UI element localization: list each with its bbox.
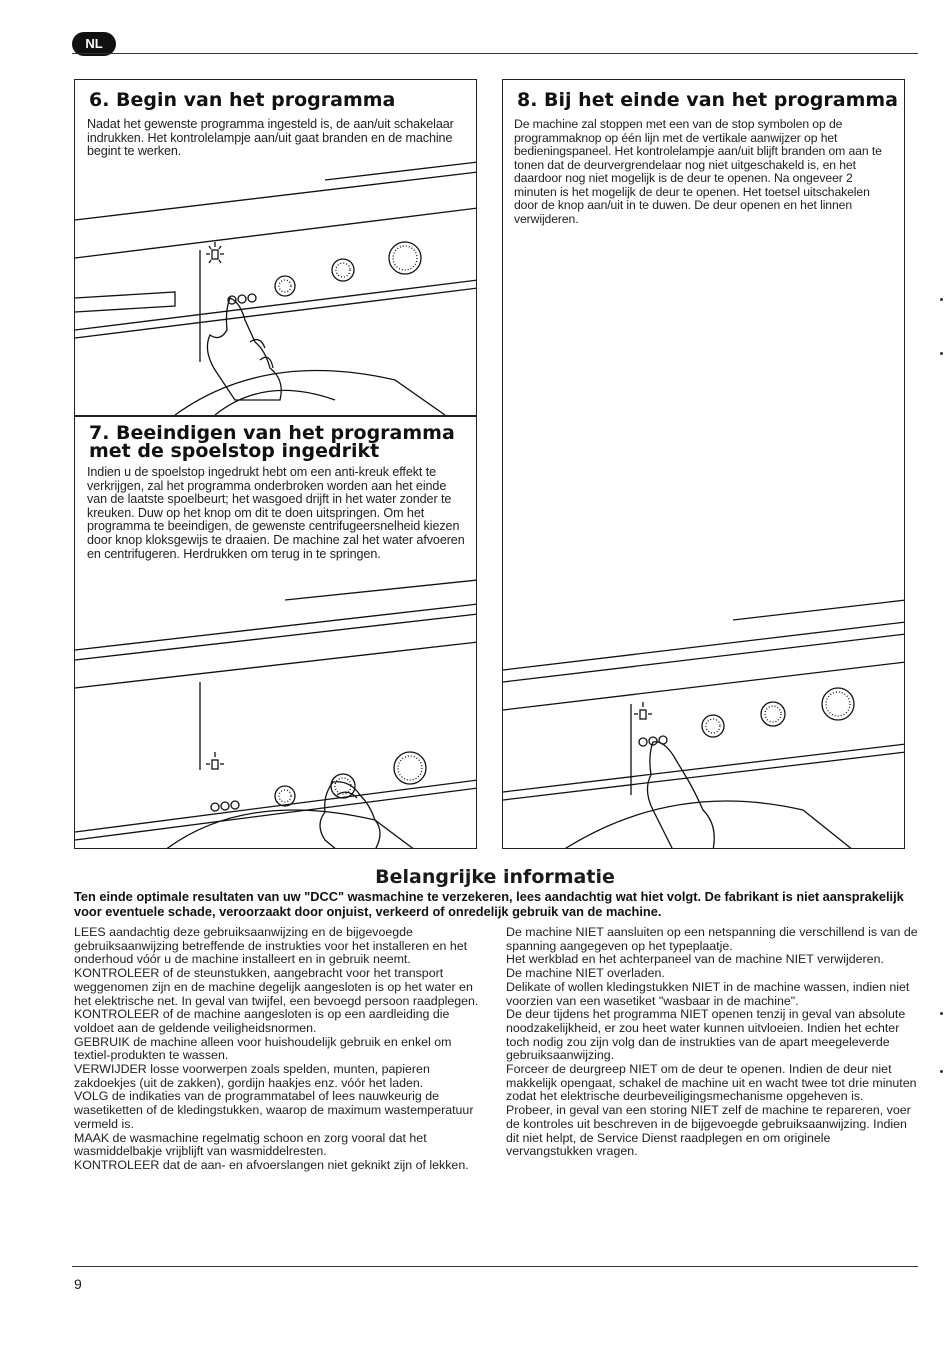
left-panel (74, 79, 477, 849)
important-right-item: Forceer de deurgreep NIET om de deur te openen. Indien de deur niet makkelijk opengaat, schakel de machine uit en wacht twee tot drie minuten zodat het elektrische deurbeveiligingsmechanisme opgeheven is. (506, 1062, 917, 1104)
language-badge: NL (72, 32, 116, 56)
important-intro: Ten einde optimale resultaten van uw "DCC" wasmachine te verzekeren, lees aandachtig wat hiet volgt. De fabrikant is niet aansprakelijk voor eventuele schade, veroorzaakt door onjuist, verkeerd of onredelijk gebruik van de machine. (74, 889, 904, 919)
section8-title: 8. Bij het einde van het programma (517, 89, 899, 111)
important-right-item: Het werkblad en het achterpaneel van de machine NIET verwijderen. (506, 952, 884, 967)
important-left-item: VERWIJDER losse voorwerpen zoals spelden, munten, papieren zakdoekjes (uit de zakken), gordijn haakjes enz. vóór het laden. (74, 1062, 430, 1090)
section7-title-line2: met de spoelstop ingedrikt (89, 440, 380, 462)
machine-illustration-end (503, 330, 905, 849)
section-divider (75, 415, 477, 417)
important-right-item: Probeer, in geval van een storing NIET zelf de machine te repareren, voer de kontroles uit beschreven in de bijgevoegde gebruiksaanwijzing. Indien dit niet helpt, de Service Dienst raadplegen en om originele vervangstukken vragen. (506, 1103, 911, 1159)
important-right-item: De deur tijdens het programma NIET openen tenzij in geval van absolute noodzakelijkheid, er zou heet water kunnen uitvloeien. Indien het echter toch nodig zou zijn volg dan de instrukties van de apart meegeleverde gebruiksaanwijzing. (506, 1007, 906, 1063)
important-left-item: MAAK de wasmachine regelmatig schoon en zorg vooral dat het wasmiddelbakje vrijblijft van wasmiddelresten. (74, 1130, 427, 1159)
important-left-item: VOLG de indikaties van de programmatabel of lees nauwkeurig de wasetiketten of de kledingstukken, waarop de maximum wastemperatuur vermeld is. (74, 1089, 474, 1131)
important-left-column (74, 926, 484, 1173)
important-right-item: De machine NIET overladen. (506, 966, 665, 981)
machine-illustration-start (75, 80, 477, 415)
right-panel (502, 79, 905, 849)
important-left-item: LEES aandachtig deze gebruiksaanwijzing en de bijgevoegde gebruiksaanwijzing betreffende de instrukties voor het installeren en het onderhoud vóór u de machine installeert en in gebruik neemt. (74, 925, 468, 967)
section6-title: 6. Begin van het programma (89, 89, 396, 111)
important-title: Belangrijke informatie (375, 866, 615, 888)
section7-body: Indien u de spoelstop ingedrukt hebt om een anti-kreuk effekt te verkrijgen, zal het programma onderbroken worden aan het einde van de laatste spoelbeurt; het wasgoed drijft in het water zonder te kreuken. Duw op het knop om dit te doen uitspringen. Om het programma te beeindigen, de gewenste centrifugeersnelheid kiezen door knop kloksgewijs te draaien. De machine zal het water afvoeren en centrifugeren. Herdrukken om terug in te springen. (87, 465, 465, 561)
important-right-item: Delikate of wollen kledingstukken NIET in de machine wassen, indien niet voorzien van een wasetiket "wasbaar in de machine". (506, 979, 910, 1008)
important-left-item: KONTROLEER of de machine aangesloten is op een aardleiding die voldoet aan de geldende veiligheidsnormen. (74, 1007, 450, 1035)
section8-body: De machine zal stoppen met een van de stop symbolen op de programmaknop op één lijn met de vertikale aanwijzer op het bedieningspaneel. Het kontrolelampje aan/uit blijft branden om aan te tonen dat de deurvergrendelaar nog niet uitgeschakeld is, en het daardoor nog niet mogelijk is de deur te openen. Na ongeveer 2 minuten is het mogelijk de deur te openen. Het toetsel uitschakelen door de knop aan/uit in te duwen. De deur openen en het linnen verwijderen. (514, 117, 882, 226)
page-number: 9 (74, 1276, 82, 1292)
margin-mark (940, 298, 943, 301)
important-left-item: GEBRUIK de machine alleen voor huishoudelijk gebruik en enkel om textiel-produkten te wassen. (74, 1034, 452, 1063)
important-left-item: KONTROLEER dat de aan- en afvoerslangen niet geknikt zijn of lekken. (74, 1157, 469, 1172)
important-left-item: KONTROLEER of de steunstukken, aangebracht voor het transport weggenomen zijn en de machine degelijk aangesloten is op het water en het elektrische net. In geval van twijfel, een bevoegd persoon raadplegen. (74, 966, 479, 1008)
section7-title-line1: 7. Beeindigen van het programma (89, 422, 455, 444)
margin-mark (940, 352, 943, 355)
margin-mark (940, 1070, 943, 1073)
machine-illustration-spoelstop (75, 570, 477, 849)
header-rule (72, 53, 918, 54)
footer-rule (72, 1266, 918, 1267)
section6-body: Nadat het gewenste programma ingesteld is, de aan/uit schakelaar indrukken. Het kontrolelampje aan/uit gaat branden en de machine begint te werken. (87, 117, 454, 159)
important-right-item: De machine NIET aansluiten op een netspanning die verschillend is van de spanning aangegeven op het typeplaatje. (506, 925, 918, 953)
margin-mark (940, 1012, 943, 1015)
important-right-column (506, 926, 918, 1159)
